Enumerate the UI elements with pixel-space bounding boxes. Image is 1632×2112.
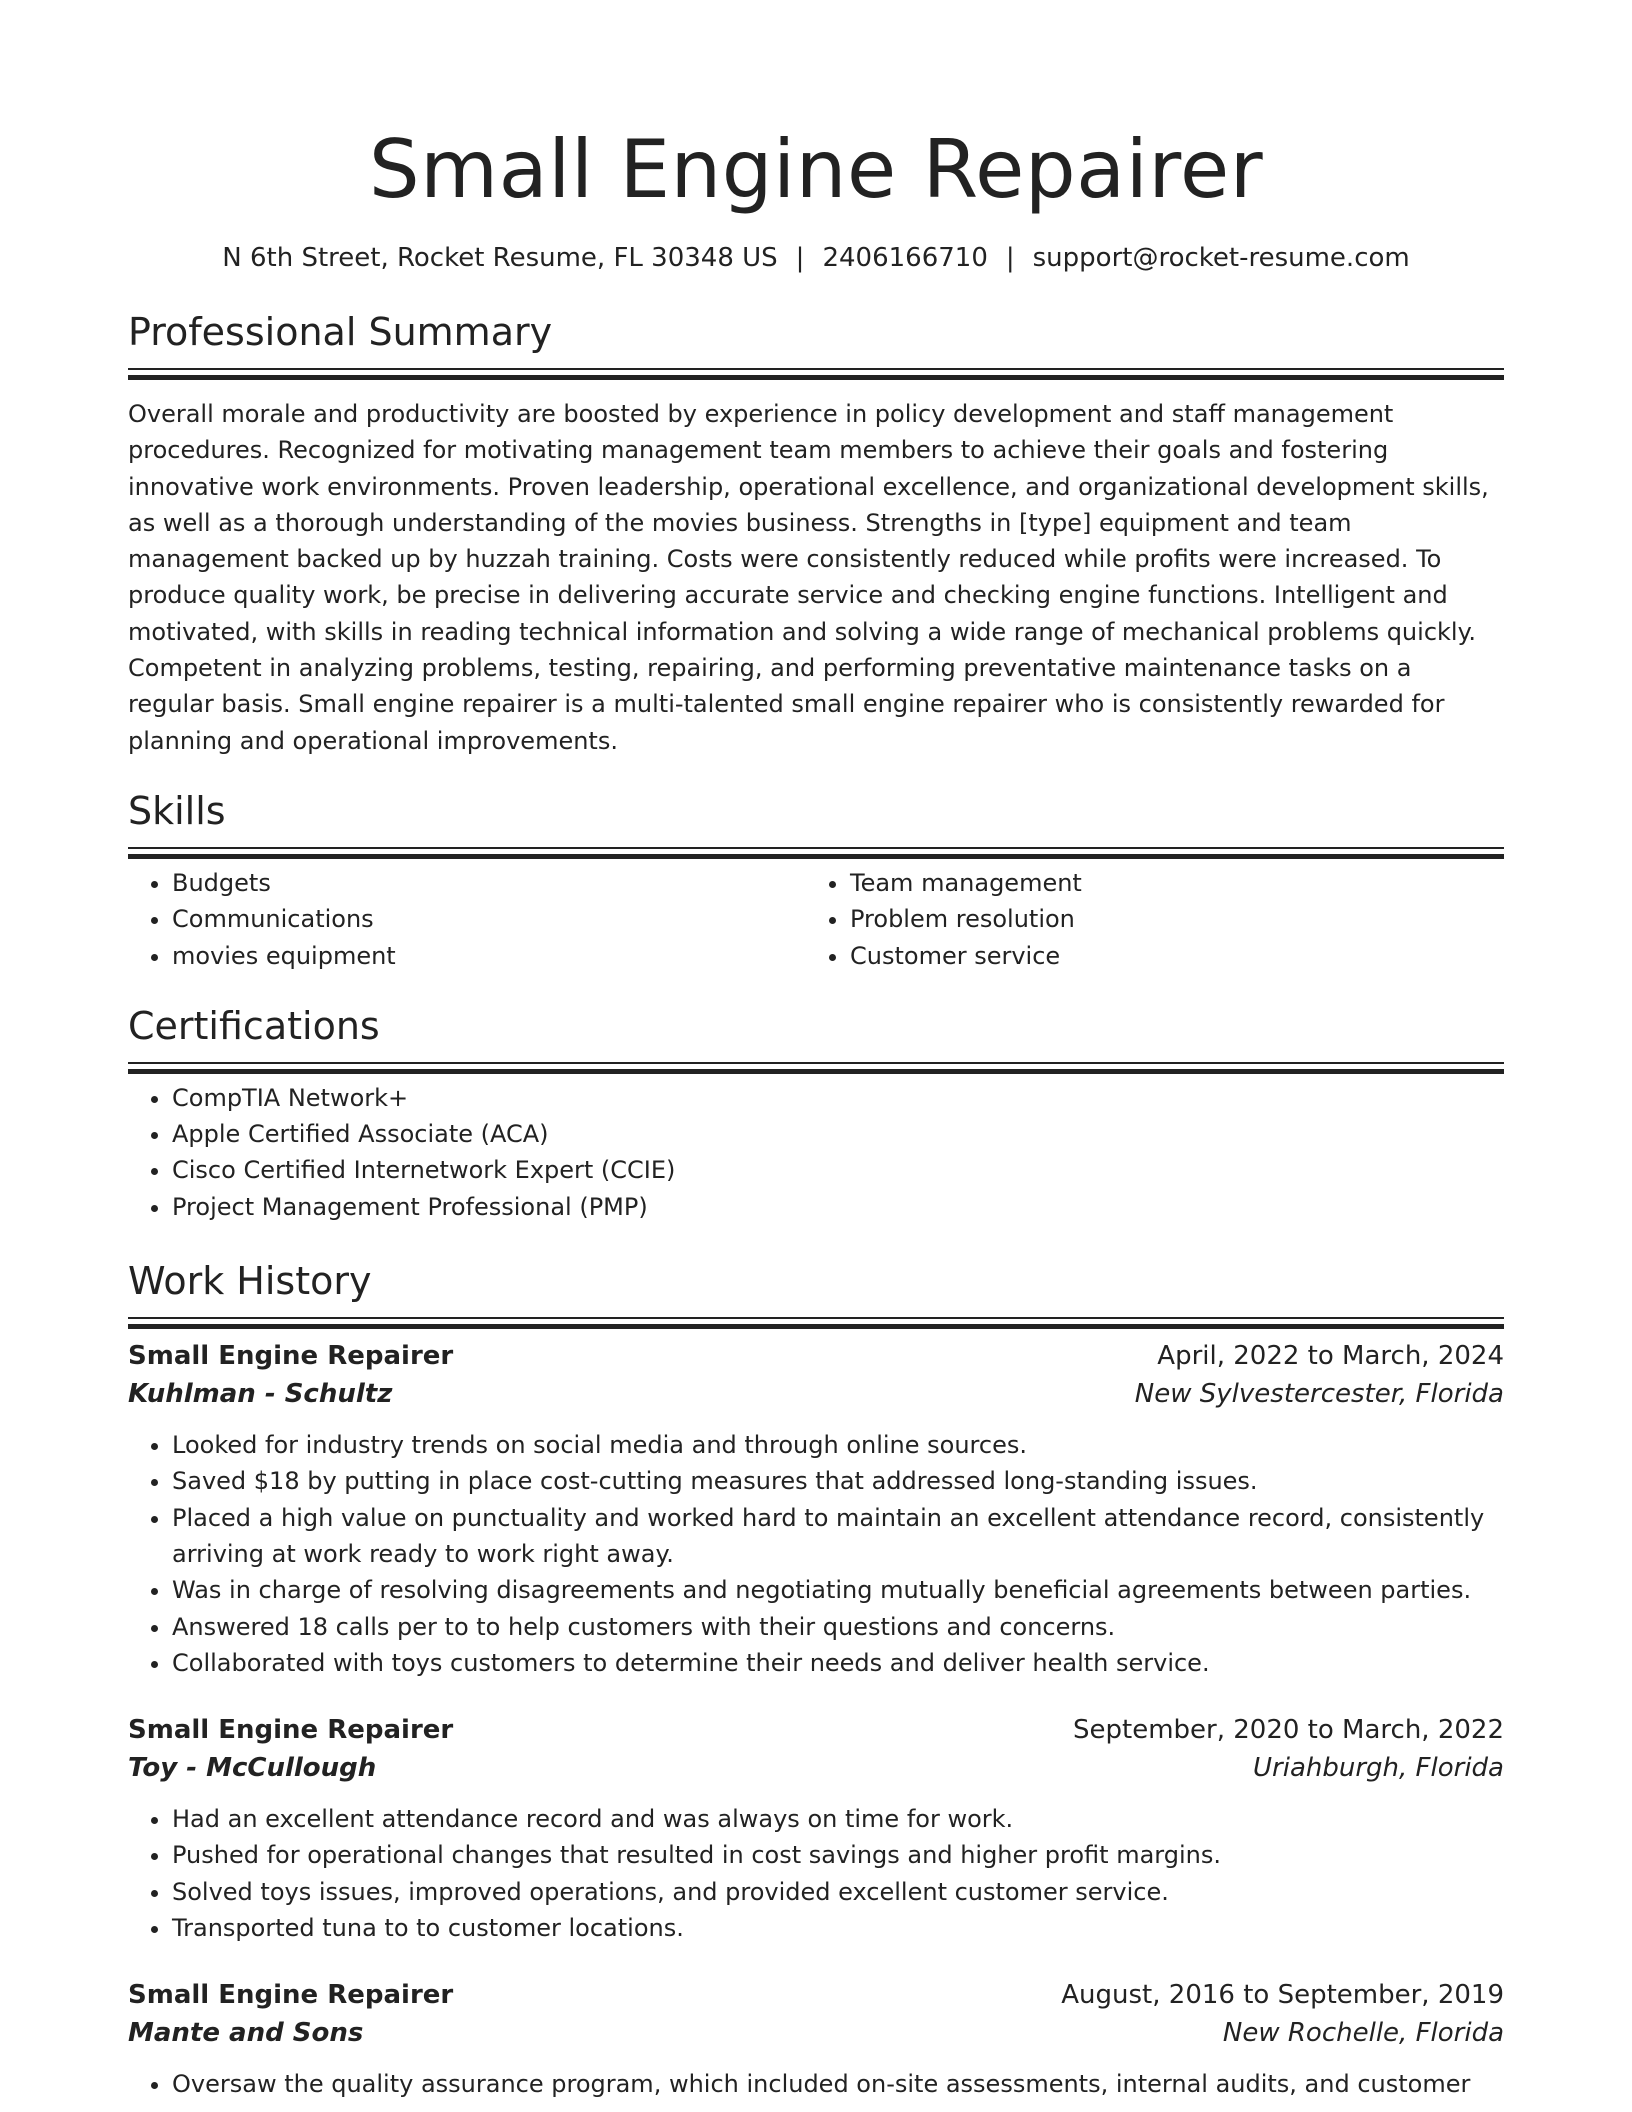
job-bullet-list (128, 2066, 1504, 2102)
job-bullet: • Pushed for operational changes that resulted in cost savings and higher profit margins. (172, 1837, 1504, 1873)
job-entry (128, 1337, 1504, 1681)
skills-grid (128, 865, 1504, 974)
section-work-history (128, 1257, 1504, 2103)
job-dates: September, 2020 to March, 2022 (1073, 1715, 1504, 1746)
skill-item: • Communications (172, 901, 806, 937)
job-bullet: • Oversaw the quality assurance program, which included on-site assessments, internal audits, and customer (172, 2066, 1504, 2102)
job-bullet: • Solved toys issues, improved operations, and provided excellent customer service. (172, 1874, 1504, 1910)
job-entry (128, 1976, 1504, 2102)
skill-item: • movies equipment (172, 938, 806, 974)
job-bullet-list (128, 1801, 1504, 1946)
job-bullet: • Transported tuna to to customer locations. (172, 1910, 1504, 1946)
job-header (128, 1711, 1504, 1749)
contact-separator: | (1005, 243, 1015, 273)
contact-separator: | (795, 243, 805, 273)
certification-item: • Cisco Certified Internetwork Expert (CCIE) (172, 1152, 1504, 1188)
contact-email: support@rocket-resume.com (1032, 243, 1410, 273)
certification-item: • CompTIA Network+ (172, 1080, 1504, 1116)
section-title-skills: Skills (128, 788, 226, 833)
job-dates: August, 2016 to September, 2019 (1061, 1980, 1504, 2011)
job-entry (128, 1711, 1504, 1946)
job-bullet-list (128, 1427, 1504, 1681)
section-divider (128, 1062, 1504, 1064)
job-title: Small Engine Repairer (128, 1980, 454, 2011)
section-title-summary: Professional Summary (128, 310, 553, 354)
job-bullet: • Had an excellent attendance record and was always on time for work. (172, 1801, 1504, 1837)
section-divider (128, 847, 1504, 849)
skills-list-right (806, 865, 1484, 974)
job-title: Small Engine Repairer (128, 1715, 454, 1746)
section-divider (128, 1317, 1504, 1319)
job-bullet: • Collaborated with toys customers to determine their needs and deliver health service. (172, 1645, 1504, 1681)
resume-name: Small Engine Repairer (368, 123, 1264, 216)
skill-item: • Customer service (850, 938, 1484, 974)
job-company: Mante and Sons (128, 2018, 364, 2049)
job-location: Uriahburgh, Florida (1253, 1753, 1504, 1784)
skill-item: • Budgets (172, 865, 806, 901)
section-title-work-history: Work History (128, 1259, 372, 1304)
job-location: New Sylvestercester, Florida (1134, 1379, 1504, 1410)
job-header (128, 1976, 1504, 2014)
job-subheader (128, 2014, 1504, 2052)
summary-text: Overall morale and productivity are boosted by experience in policy development and staff management procedures. Recognized for motivating management team members to achieve their goals and fostering innovative work environments. Proven leadership, operational excellence, and organizational development skills, as well as a thorough understanding of the movies business. Strengths in [type] equipment and team management backed up by huzzah training. Costs were consistently reduced while profits were increased. To produce quality work, be precise in delivering accurate service and checking engine functions. Intelligent and motivated, with skills in reading technical information and solving a wide range of mechanical problems quickly. Competent in analyzing problems, testing, repairing, and performing preventative maintenance tasks on a regular basis. Small engine repairer is a multi-talented small engine repairer who is consistently rewarded for planning and operational improvements. (128, 400, 1489, 755)
job-bullet: • Answered 18 calls per to to help customers with their questions and concerns. (172, 1609, 1504, 1645)
section-title-certifications: Certifications (128, 1003, 380, 1048)
job-company: Kuhlman - Schultz (128, 1379, 393, 1410)
section-certifications (128, 1002, 1504, 1225)
job-location: New Rochelle, Florida (1222, 2018, 1504, 2049)
section-summary (128, 308, 1504, 759)
job-subheader (128, 1375, 1504, 1413)
job-bullet: • Looked for industry trends on social media and through online sources. (172, 1427, 1504, 1463)
contact-line (128, 240, 1504, 276)
contact-address: N 6th Street, Rocket Resume, FL 30348 US (222, 243, 778, 273)
section-divider (128, 368, 1504, 370)
job-title: Small Engine Repairer (128, 1341, 454, 1372)
job-bullet: • Was in charge of resolving disagreements and negotiating mutually beneficial agreements between parties. (172, 1572, 1504, 1608)
certifications-list (128, 1080, 1504, 1225)
contact-phone: 2406166710 (822, 243, 988, 273)
skill-item: • Team management (850, 865, 1484, 901)
job-bullet: • Saved $18 by putting in place cost-cutting measures that addressed long-standing issues. (172, 1463, 1504, 1499)
job-subheader (128, 1749, 1504, 1787)
job-header (128, 1337, 1504, 1375)
certification-item: • Project Management Professional (PMP) (172, 1189, 1504, 1225)
job-bullet: • Placed a high value on punctuality and worked hard to maintain an excellent attendance record, consistently arriving at work ready to work right away. (172, 1500, 1504, 1573)
job-dates: April, 2022 to March, 2024 (1157, 1341, 1504, 1372)
resume-page (128, 0, 1504, 2103)
skills-list-left (128, 865, 806, 974)
certification-item: • Apple Certified Associate (ACA) (172, 1116, 1504, 1152)
skill-item: • Problem resolution (850, 901, 1484, 937)
job-company: Toy - McCullough (128, 1753, 377, 1784)
section-skills (128, 787, 1504, 974)
